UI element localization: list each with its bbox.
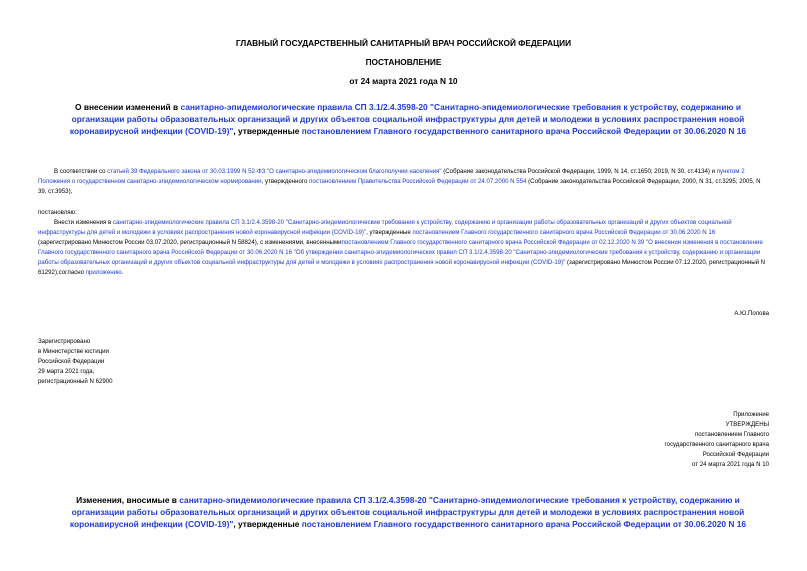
- changes-title-link-sanitary-rules[interactable]: санитарно-эпидемиологические правила СП 3.1/2.4.3598-20 "Санитарно-эпидемиологические требования к устройству, содержанию и организации работы образовательных организаций и других объектов социальной инфраструктуры для детей и молодежи в условиях распространения новой коронавирусной инфекции (COVID-19)": [69, 495, 745, 529]
- body-text-2: , утвержденные: [366, 229, 413, 236]
- body-text-1: Внести изменения в: [54, 219, 113, 226]
- changes-title-mid: , утвержденные: [233, 519, 302, 529]
- appendix-line: от 24 марта 2021 года N 10: [692, 461, 769, 468]
- changes-title-link-resolution-16[interactable]: постановлением Главного государственного санитарного врача Российской Федерации от 30.06.2020 N 16: [301, 519, 747, 529]
- changes-title: [58, 494, 758, 530]
- operative-paragraph: [38, 218, 768, 278]
- document-title: [58, 101, 758, 137]
- appendix-line: УТВЕРЖДЕНЫ: [725, 421, 769, 428]
- appendix-line: Приложение: [733, 411, 769, 418]
- link-resolution-39[interactable]: постановлением Главного государственного санитарного врача Российской Федерации от 02.12.2020 N 39 "О внесении изменения в постановление Главного государственного санитарного врача Российской Федерации от 30.06.2020 N 16 "Об утверждении санитарно-эпидемиологических правил СП 3.1/2.4.3598-20 "Санитарно-эпидемиологические требования к устройству, содержанию и организации работы образовательных организаций и других объектов социальной инфраструктуры для детей и молодежи в условиях распространения новой коронавирусной инфекции (COVID-19)": [38, 239, 763, 266]
- preamble-paragraph: [38, 167, 764, 197]
- link-government-resolution-554[interactable]: постановлением Правительства Российской Федерации от 24.07.2000 N 554: [309, 178, 527, 185]
- issuing-authority: ГЛАВНЫЙ ГОСУДАРСТВЕННЫЙ САНИТАРНЫЙ ВРАЧ РОССИЙСКОЙ ФЕДЕРАЦИИ: [235, 38, 572, 48]
- title-prefix: О внесении изменений в: [75, 102, 181, 112]
- preamble-text-4: (Собрание законодательства Российской Федерации, 2000, N 31, ст.3295; 2005, N 39, ст.3953),: [38, 178, 761, 195]
- title-link-sanitary-rules[interactable]: санитарно-эпидемиологические правила СП 3.1/2.4.3598-20 "Санитарно-эпидемиологические требования к устройству, содержанию и организации работы образовательных организаций и других объектов социальной инфраструктуры для детей и молодежи в условиях распространения новой коронавирусной инфекции (COVID-19)": [69, 102, 745, 136]
- document-date-number: от 24 марта 2021 года N 10: [349, 76, 458, 86]
- link-regulation-clause-2[interactable]: пунктом 2 Положения о государственном санитарно-эпидемиологическом нормировании: [38, 168, 745, 185]
- body-text-3: (зарегистрировано Минюстом России 03.07.2020, регистрационный N 58824), с изменениями, внесенными: [38, 239, 342, 246]
- preamble-text-1: В соответствии со: [54, 168, 108, 175]
- document-type: ПОСТАНОВЛЕНИЕ: [365, 57, 442, 67]
- body-text-5: .: [121, 269, 124, 276]
- registration-line: в Министерстве юстиции: [38, 348, 109, 355]
- link-resolution-16[interactable]: постановлением Главного государственного санитарного врача Российской Федерации от 30.06.2020 N 16: [412, 229, 716, 236]
- body-text-4: (зарегистрировано Минюстом России 07.12.2020, регистрационный N 61292),согласно: [38, 259, 766, 276]
- resolve-word: постановляю:: [38, 209, 77, 216]
- signature: А.Ю.Попова: [734, 310, 769, 317]
- registration-line: 29 марта 2021 года,: [38, 368, 95, 375]
- appendix-line: государственного санитарного врача: [664, 441, 769, 448]
- link-appendix[interactable]: приложению: [85, 269, 122, 276]
- registration-block: [38, 337, 113, 387]
- appendix-line: Российской Федерации: [702, 451, 769, 458]
- title-mid: , утвержденные: [233, 126, 302, 136]
- appendix-approval-block: [665, 410, 769, 470]
- registration-line: Российской Федерации: [38, 358, 105, 365]
- link-sanitary-rules-sp[interactable]: санитарно-эпидемиологические правила СП 3.1/2.4.3598-20 "Санитарно-эпидемиологические требования к устройству, содержанию и организации работы образовательных организаций и других объектов социальной инфраструктуры для детей и молодежи в условиях распространения новой коронавирусной инфекции (COVID-19)": [38, 219, 732, 236]
- appendix-line: постановлением Главного: [694, 431, 769, 438]
- changes-title-prefix: Изменения, вносимые в: [76, 495, 180, 505]
- preamble-text-2: (Собрание законодательства Российской Федерации, 1999, N 14, ст.1650; 2019, N 30, ст.4134) и: [441, 168, 717, 175]
- preamble-text-3: , утвержденного: [261, 178, 310, 185]
- title-link-resolution-16[interactable]: постановлением Главного государственного санитарного врача Российской Федерации от 30.06.2020 N 16: [301, 126, 747, 136]
- registration-line: регистрационный N 62900: [38, 378, 113, 385]
- link-article-39-law-52fz[interactable]: статьей 39 Федерального закона от 30.03.1999 N 52-ФЗ "О санитарно-эпидемиологическом благополучии населения": [107, 168, 442, 175]
- registration-line: Зарегистрировано: [38, 338, 91, 345]
